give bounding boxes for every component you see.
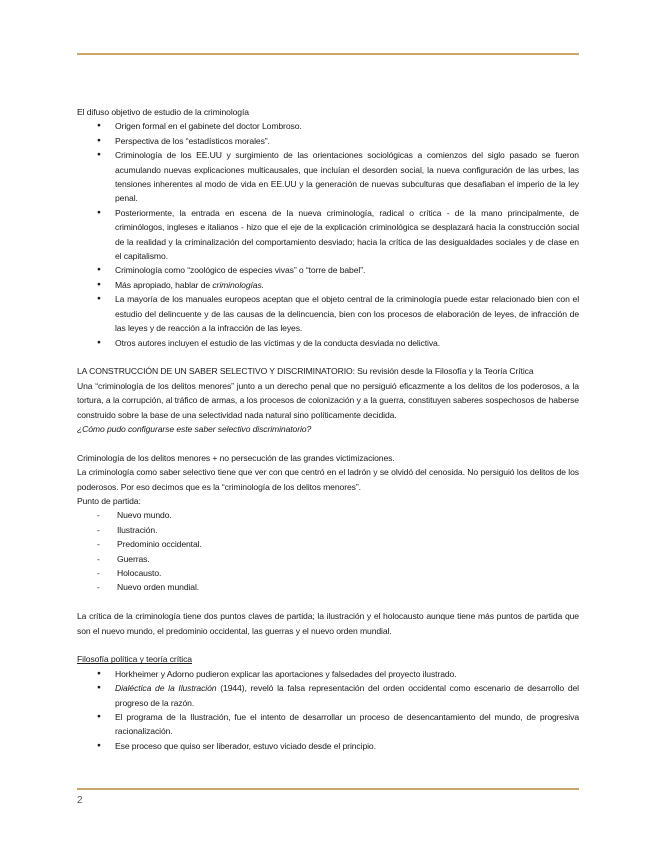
section-heading: Filosofía política y teoría crítica [77, 654, 192, 665]
page-number: 2 [77, 795, 83, 806]
header-rule [77, 53, 579, 55]
list-item: - Nuevo orden mundial. [77, 580, 579, 594]
page-body [77, 105, 579, 753]
list-item: - Ilustración. [77, 523, 579, 537]
label: Punto de partida: [77, 495, 141, 506]
section-heading: El difuso objetivo de estudio de la criminología [77, 107, 249, 117]
list-item: ● Origen formal en el gabinete del doctor Lombroso. [77, 119, 579, 133]
paragraph: Una “criminología de los delitos menores” junto a un derecho penal que no persiguió eficazmente a los delitos de los poderosos, a la tortura, a la corrupción, al tráfico de armas, a los procesos de colonización y a la guerra, constituyen saberes sospechosos de haberse construido sobre la base de una selectividad nada natural sino políticamente decidida. [77, 380, 579, 420]
list-item: ● Horkheimer y Adorno pudieron explicar las aportaciones y falsedades del proyecto ilustrado. [77, 667, 579, 681]
bullet-list [77, 119, 579, 350]
paragraph: La crítica de la criminología tiene dos puntos claves de partida; la ilustración y el holocausto aunque tiene más puntos de partida que son el nuevo mundo, el predominio occidental, las guerras y el nuevo orden mundial. [77, 611, 579, 636]
list-item: ● Posteriormente, la entrada en escena de la nueva criminología, radical o crítica - de la mano principalmente, de criminólogos, ingleses e italianos - hizo que el eje de la explicación criminológica se desplazará hacia la construcción social de la realidad y la criminalización del comportamiento desviado; hacia la crítica de las desigualdades sociales y de clase en el capitalismo. [77, 206, 579, 264]
list-item: - Holocausto. [77, 566, 579, 580]
list-item: ● Ese proceso que quiso ser liberador, estuvo viciado desde el principio. [77, 739, 579, 753]
list-item: - Nuevo mundo. [77, 508, 579, 522]
list-item: ● Perspectiva de los “estadísticos morales”. [77, 134, 579, 148]
bullet-list [77, 667, 579, 753]
list-item: ● Otros autores incluyen el estudio de las víctimas y de la conducta desviada no delictiva. [77, 336, 579, 350]
section-heading: LA CONSTRUCCIÓN DE UN SABER SELECTIVO Y DISCRIMINATORIO: Su revisión desde la Filosofía y la Teoría Crítica [77, 366, 534, 377]
footer-rule [77, 788, 579, 790]
list-item: ● Criminología como “zoológico de especies vivas” o “torre de babel”. [77, 263, 579, 277]
question: ¿Cómo pudo configurarse este saber selectivo discriminatorio? [77, 423, 312, 434]
list-item: ● Dialéctica de la Ilustración (1944), reveló la falsa representación del orden occidental como escenario de desarrollo del progreso de la razón. [77, 681, 579, 710]
list-item: ● Más apropiado, hablar de criminologías. [77, 278, 579, 292]
list-item: ● El programa de la Ilustración, fue el intento de desarrollar un proceso de desencantamiento del mundo, de progresiva racionalización. [77, 710, 579, 739]
dash-list [77, 508, 579, 594]
paragraph: Criminología de los delitos menores + no persecución de las grandes victimizaciones. [77, 452, 395, 463]
paragraph: La criminología como saber selectivo tiene que ver con que centró en el ladrón y se olvidó del cenosida. No persiguió los delitos de los poderosos. Por eso decimos que es la “criminología de los delitos menores”. [77, 467, 579, 492]
list-item: ● La mayoría de los manuales europeos aceptan que el objeto central de la criminología puede estar relacionado bien con el estudio del delincuente y de las causas de la delincuencia, bien con los procesos de elaboración de leyes, de infracción de las leyes y de reacción a la infracción de las leyes. [77, 292, 579, 335]
list-item: - Guerras. [77, 552, 579, 566]
list-item: - Predominio occidental. [77, 537, 579, 551]
list-item: ● Criminología de los EE.UU y surgimiento de las orientaciones sociológicas a comienzos del siglo pasado se fueron acumulando nuevas explicaciones multicausales, que incluían el desorden social, la nueva configuración de las urbes, las tensiones inherentes al modo de vida en EE.UU y la generación de nuevas subculturas que desafiaban el imperio de la ley penal. [77, 148, 579, 206]
